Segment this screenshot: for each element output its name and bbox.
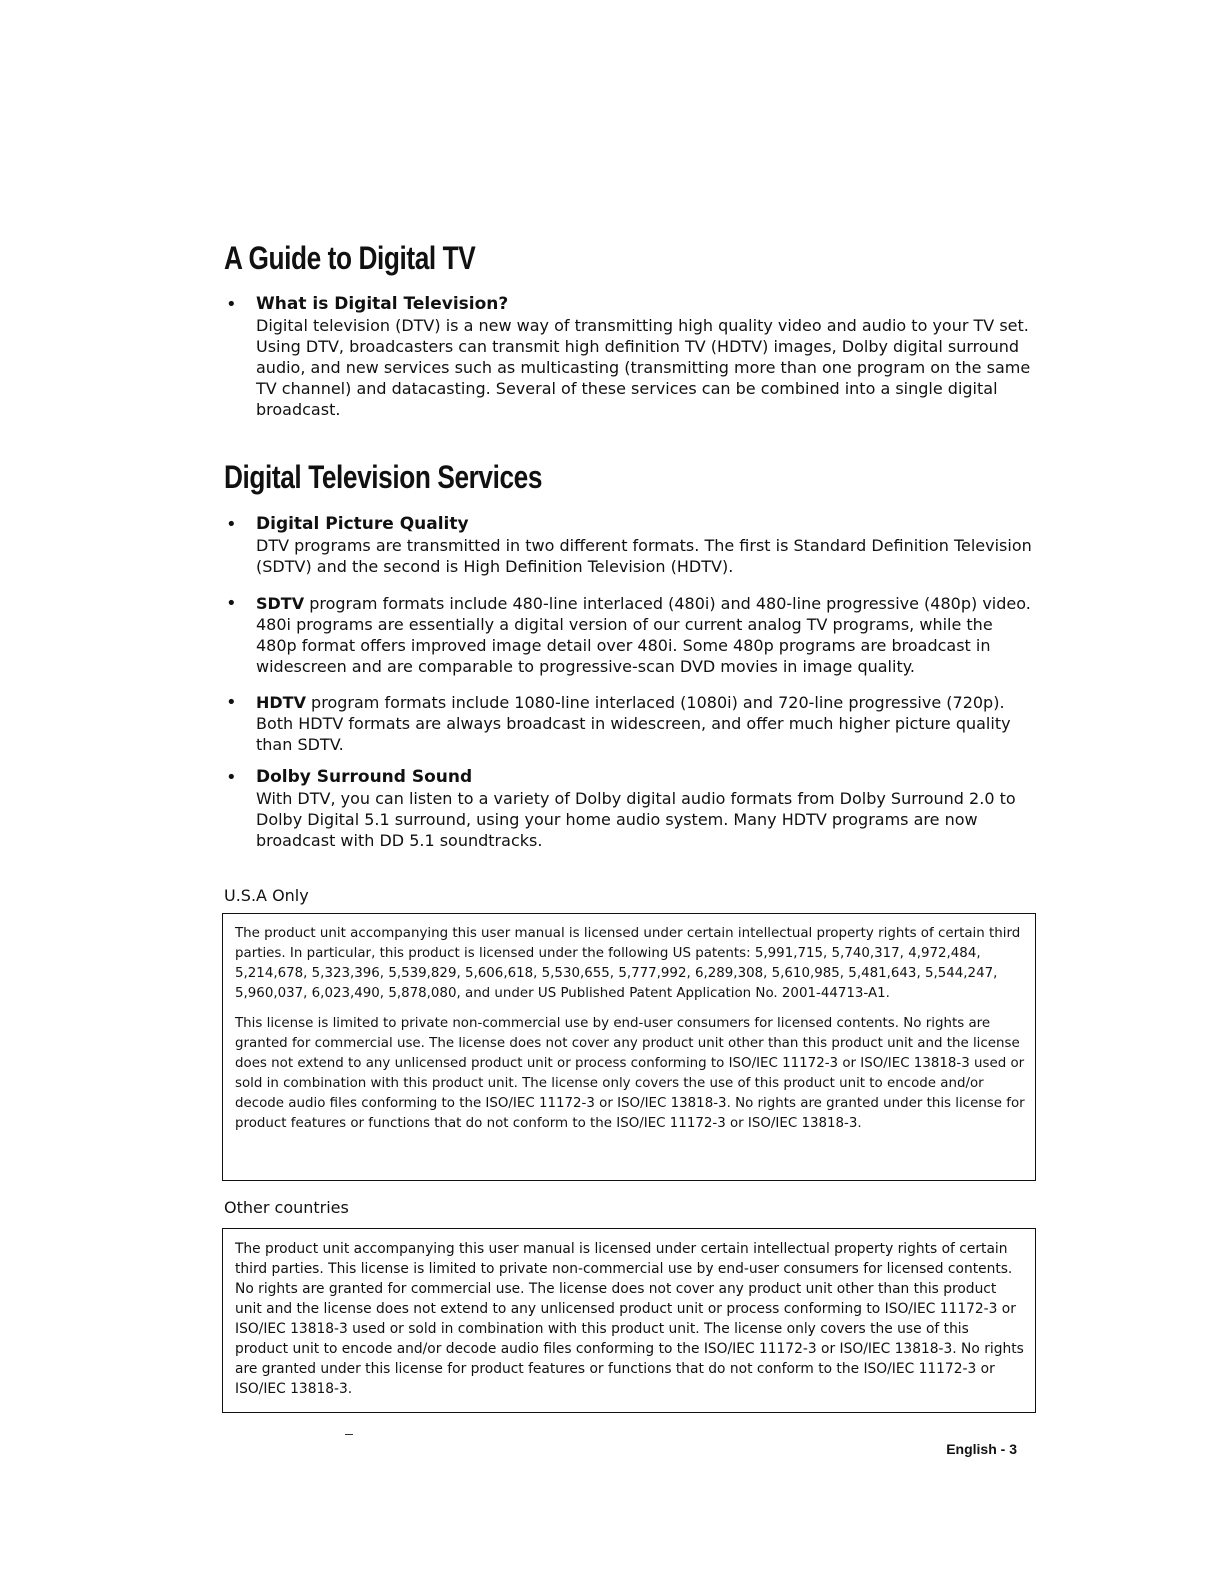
license-paragraph: The product unit accompanying this user manual is licensed under certain intellectual property rights of certain third parties. This license is limited to private non-commercial use by end-user consumers for licensed contents. No rights are granted for commercial use. The license does not cover any product unit other than this product unit and the license does not extend to any unlicensed product unit or process conforming to ISO/IEC 11172-3 or ISO/IEC 13818-3 used or sold in combination with this product unit. The license only covers the use of this product unit to encode and/or decode audio files conforming to the ISO/IEC 11172-3 or ISO/IEC 13818-3. No rights are granted under this license for product features or functions that do not conform to the ISO/IEC 11172-3 or ISO/IEC 13818-3. — [235, 1241, 1024, 1397]
other-countries-label: Other countries — [224, 1198, 349, 1217]
bullet-dot: • — [226, 294, 237, 315]
bullet-what-is-dtv — [226, 294, 1034, 420]
bullet-dot: • — [226, 514, 237, 535]
bullet-dot: • — [226, 593, 237, 614]
license-paragraph: The product unit accompanying this user manual is licensed under certain intellectual property rights of certain third parties. In particular, this product is licensed under the following US patents: 5,991,715, 5,740,317, 4,972,484, 5,214,678, 5,323,396, 5,539,829, 5,606,618, 5,530,655, 5,777,992, 6,289,308, 5,610,985, 5,481,643, 5,544,247, 5,960,037, 6,023,490, 5,878,080, and under US Published Patent Application No. 2001-44713-A1. — [235, 926, 1021, 1001]
bullet-term: SDTV — [256, 594, 305, 613]
bullet-text: With DTV, you can listen to a variety of Dolby digital audio formats from Dolby Surround 2.0 to Dolby Digital 5.1 surround, using your home audio system. Many HDTV programs are now broadcast with DD 5.1 soundtracks. — [256, 789, 1016, 850]
bullet-picture-quality — [226, 514, 1034, 577]
bullet-text: Digital television (DTV) is a new way of transmitting high quality video and audio to your TV set. Using DTV, broadcasters can transmit high definition TV (HDTV) images, Dolby digital surround audio, and new services such as multicasting (transmitting more than one program on the same TV channel) and datacasting. Several of these services can be combined into a single digital broadcast. — [256, 316, 1031, 419]
usa-label: U.S.A Only — [224, 886, 309, 905]
bullet-hdtv — [226, 692, 1034, 755]
bullet-heading: Digital Picture Quality — [256, 514, 469, 534]
bullet-term: HDTV — [256, 693, 306, 712]
bullet-sdtv — [226, 593, 1034, 677]
bullet-heading: Dolby Surround Sound — [256, 767, 473, 787]
bullet-text: program formats include 1080-line interlaced (1080i) and 720-line progressive (720p). Both HDTV formats are always broadcast in widescreen, and offer much higher picture quality than SDTV. — [256, 693, 1011, 754]
license-paragraph: This license is limited to private non-commercial use by end-user consumers for licensed contents. No rights are granted for commercial use. The license does not cover any product unit other than this product unit and the license does not extend to any unlicensed product unit or process conforming to ISO/IEC 11172-3 or ISO/IEC 13818-3 used or sold in combination with this product unit. The license only covers the use of this product unit to encode and/or decode audio files conforming to the ISO/IEC 11172-3 or ISO/IEC 13818-3. No rights are granted under this license for product features or functions that do not conform to the ISO/IEC 11172-3 or ISO/IEC 13818-3. — [235, 1016, 1025, 1131]
bullet-dolby-surround — [226, 767, 1034, 851]
bullet-text: program formats include 480-line interlaced (480i) and 480-line progressive (480p) video. 480i programs are essentially a digital version of our current analog TV programs, while the 480p format offers improved image detail over 480i. Some 480p programs are broadcast in widescreen and are comparable to progressive-scan DVD movies in image quality. — [256, 594, 1031, 676]
guide-title: A Guide to Digital TV — [224, 240, 476, 276]
bullet-dot: • — [226, 692, 237, 713]
bullet-heading: What is Digital Television? — [256, 294, 509, 314]
usa-license-box — [222, 913, 1036, 1181]
services-title: Digital Television Services — [224, 459, 543, 495]
bullet-dot: • — [226, 767, 237, 788]
stray-mark — [345, 1434, 353, 1435]
page-number: English - 3 — [946, 1441, 1017, 1457]
bullet-text: DTV programs are transmitted in two different formats. The first is Standard Definition Television (SDTV) and the second is High Definition Television (HDTV). — [256, 536, 1032, 576]
other-license-box — [222, 1228, 1036, 1413]
